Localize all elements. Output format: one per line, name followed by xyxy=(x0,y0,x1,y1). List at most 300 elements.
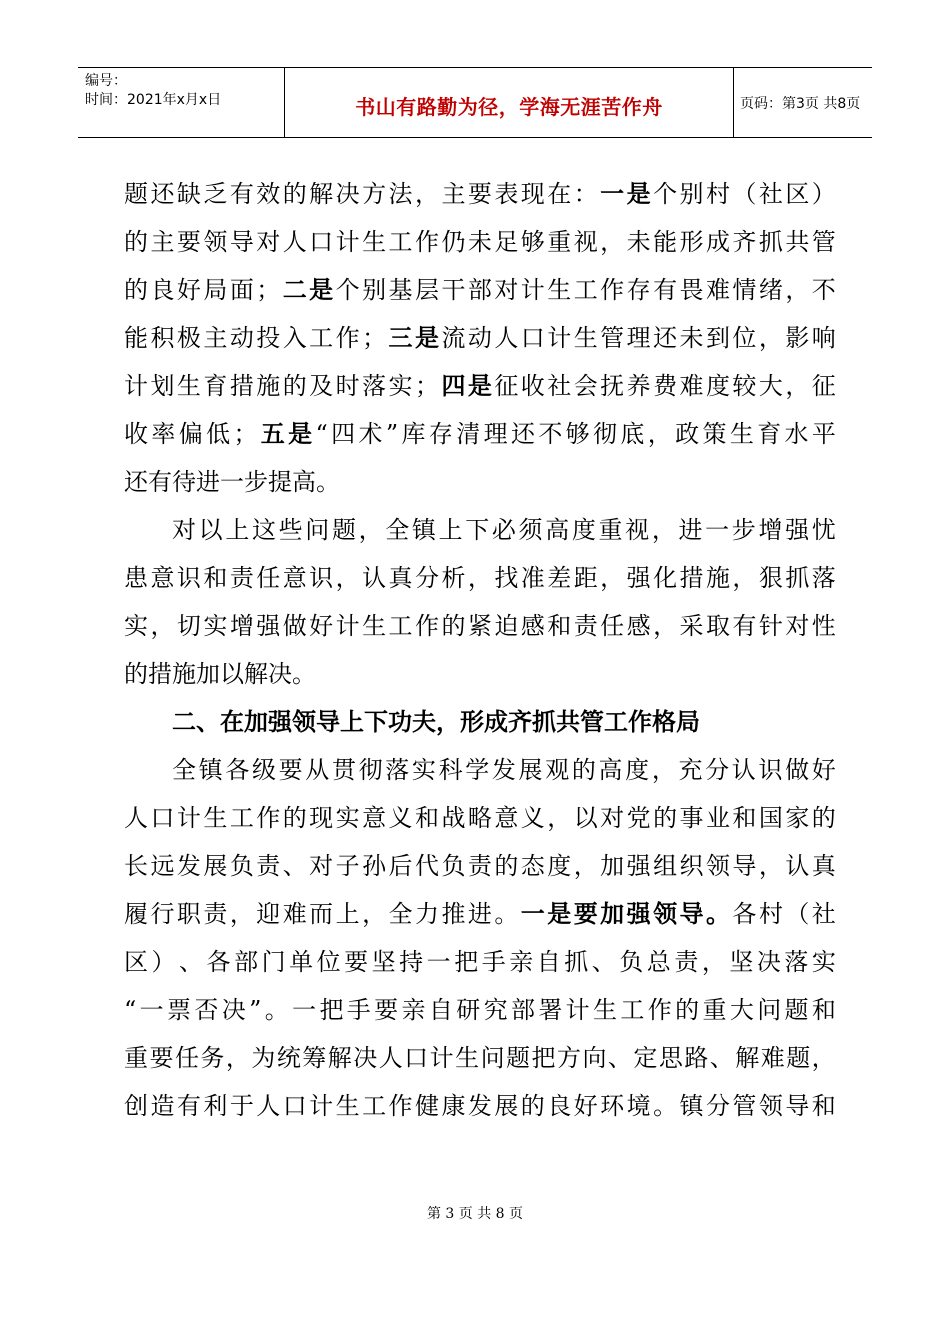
char: ： xyxy=(573,180,598,208)
char: 亲 xyxy=(509,948,534,976)
section-heading xyxy=(124,698,836,746)
char: 领 xyxy=(705,852,730,880)
char: 共 xyxy=(785,228,810,256)
char: 理 xyxy=(483,420,508,448)
char: 强 xyxy=(626,852,651,880)
bold-char: 二 xyxy=(282,276,307,304)
char: 的 xyxy=(282,180,307,208)
char: 解 xyxy=(309,180,334,208)
char: 难 xyxy=(705,276,730,304)
char: 推 xyxy=(441,900,466,928)
char: ， xyxy=(573,852,598,880)
char: 性 xyxy=(811,612,836,640)
char: 意 xyxy=(494,804,519,832)
char: 必 xyxy=(491,516,516,544)
char: 解 xyxy=(735,1044,760,1072)
char: 后 xyxy=(388,852,413,880)
char: 育 xyxy=(203,372,228,400)
char: 思 xyxy=(658,1044,683,1072)
char: 事 xyxy=(679,804,704,832)
char: 这 xyxy=(251,516,276,544)
text-line xyxy=(124,1034,836,1082)
char: ， xyxy=(811,1044,836,1072)
char: 对 xyxy=(172,516,196,544)
char: 层 xyxy=(414,276,439,304)
char: 真 xyxy=(811,852,836,880)
char: 发 xyxy=(491,756,516,784)
char: 党 xyxy=(626,804,651,832)
char: 偏 xyxy=(178,420,203,448)
char: 施 xyxy=(256,372,281,400)
char: 坚 xyxy=(729,948,754,976)
document-body xyxy=(124,170,836,1130)
char: 任 xyxy=(600,612,625,640)
char: 策 xyxy=(702,420,727,448)
char: 强 xyxy=(256,612,281,640)
char: 题 xyxy=(124,180,148,208)
header-table xyxy=(78,67,872,138)
char: 实 xyxy=(411,756,436,784)
bold-char: 导 xyxy=(679,900,704,928)
text-line xyxy=(124,362,836,410)
char: 施 xyxy=(705,564,730,592)
char: 长 xyxy=(124,852,148,880)
char: 要 xyxy=(344,948,369,976)
page-footer: 第 3 页 共 8 页 xyxy=(426,1206,524,1222)
char: 对 xyxy=(309,852,334,880)
char: 和 xyxy=(547,612,572,640)
char: 做 xyxy=(785,756,810,784)
char: 的 xyxy=(520,1092,545,1120)
char: 职 xyxy=(176,900,201,928)
char: 。 xyxy=(494,900,519,928)
char: 要 xyxy=(176,228,201,256)
char: 仍 xyxy=(441,228,466,256)
char: 生 xyxy=(729,420,754,448)
char: 责 xyxy=(573,612,598,640)
char: 感 xyxy=(626,612,651,640)
char: 计 xyxy=(335,612,360,640)
char: 狠 xyxy=(758,564,783,592)
char: 组 xyxy=(653,852,678,880)
char: 识 xyxy=(176,564,201,592)
char: 计 xyxy=(520,276,545,304)
char: 利 xyxy=(203,1092,228,1120)
char: 态 xyxy=(520,852,545,880)
char: 责 xyxy=(467,852,492,880)
char: 全 xyxy=(172,756,196,784)
char: 足 xyxy=(494,228,519,256)
char: 题 xyxy=(331,516,356,544)
char: 落 xyxy=(784,948,809,976)
char: 取 xyxy=(705,612,730,640)
text-line xyxy=(124,170,836,218)
char: 要 xyxy=(374,996,399,1024)
char: 的 xyxy=(653,804,678,832)
text-line xyxy=(124,986,836,1034)
char: 难 xyxy=(282,900,307,928)
char: 主 xyxy=(203,324,228,352)
char: 未 xyxy=(626,228,651,256)
char: 迫 xyxy=(494,612,519,640)
char: 展 xyxy=(203,852,228,880)
header-page-label: 页码：第3页 共8页 xyxy=(740,96,861,112)
char: 的 xyxy=(675,996,700,1024)
bold-char: 一 xyxy=(520,900,545,928)
char: 把 xyxy=(531,1044,556,1072)
char: 的 xyxy=(282,372,307,400)
char: 低 xyxy=(206,420,231,448)
text-line xyxy=(124,266,836,314)
char: 度 xyxy=(547,852,572,880)
header-page-cell xyxy=(733,68,872,137)
char: 坚 xyxy=(371,948,396,976)
char: 要 xyxy=(149,1044,174,1072)
char: 乏 xyxy=(203,180,228,208)
char: 抚 xyxy=(600,372,625,400)
char: ； xyxy=(233,420,258,448)
char: 法 xyxy=(388,180,413,208)
char: 履 xyxy=(124,900,148,928)
char: 够 xyxy=(565,420,590,448)
char: 领 xyxy=(203,228,228,256)
char: 情 xyxy=(732,276,757,304)
char: 识 xyxy=(309,564,334,592)
text-run: 二、在加强领导上下功夫，形成齐抓共管工作格局 xyxy=(172,708,700,736)
char: 增 xyxy=(229,612,254,640)
char: 极 xyxy=(176,324,201,352)
char: 社 xyxy=(811,900,836,928)
char: 题 xyxy=(784,996,809,1024)
char: 切 xyxy=(176,612,201,640)
char: 意 xyxy=(150,564,175,592)
char: 单 xyxy=(289,948,314,976)
char: 各 xyxy=(206,948,231,976)
char: 视 xyxy=(573,228,598,256)
bold-char: 是 xyxy=(547,900,572,928)
char: 做 xyxy=(282,612,307,640)
char: 国 xyxy=(758,804,783,832)
char: 口 xyxy=(520,324,545,352)
char: 全 xyxy=(385,516,410,544)
char: 区 xyxy=(785,180,810,208)
char: 解 xyxy=(327,1044,352,1072)
char: 高 xyxy=(545,516,570,544)
char: 亲 xyxy=(401,996,426,1024)
char: 方 xyxy=(556,1044,581,1072)
char: 还 xyxy=(150,180,175,208)
char: 人 xyxy=(282,228,307,256)
char: 度 xyxy=(705,372,730,400)
char: 征 xyxy=(494,372,519,400)
char: 持 xyxy=(399,948,424,976)
char: ， xyxy=(229,900,254,928)
char: 康 xyxy=(441,1092,466,1120)
bold-char: 三 xyxy=(388,324,413,352)
char: 定 xyxy=(633,1044,658,1072)
char: 人 xyxy=(494,324,519,352)
char: 术 xyxy=(358,420,383,448)
text-line xyxy=(124,506,836,554)
char: 准 xyxy=(520,564,545,592)
char: 一 xyxy=(139,996,164,1024)
char: 生 xyxy=(203,804,228,832)
char: 底 xyxy=(620,420,645,448)
char: 在 xyxy=(547,180,572,208)
char: 现 xyxy=(309,804,334,832)
char: 负 xyxy=(441,852,466,880)
char: 收 xyxy=(124,420,148,448)
char: 作 xyxy=(647,996,672,1024)
char: 有 xyxy=(732,612,757,640)
char: 义 xyxy=(388,804,413,832)
char: 存 xyxy=(428,420,453,448)
char: 为 xyxy=(251,1044,276,1072)
char: 认 xyxy=(362,564,387,592)
char: 进 xyxy=(467,900,492,928)
char: 导 xyxy=(732,852,757,880)
char: 自 xyxy=(428,996,453,1024)
char: 主 xyxy=(441,180,466,208)
char: 政 xyxy=(675,420,700,448)
char: 要 xyxy=(278,756,303,784)
char: 票 xyxy=(167,996,191,1024)
char: 把 xyxy=(454,948,479,976)
char: 。 xyxy=(653,1092,678,1120)
char: 措 xyxy=(679,564,704,592)
char: 入 xyxy=(282,324,307,352)
header-motto-cell xyxy=(284,68,734,137)
text-line xyxy=(124,650,836,698)
bold-char: 四 xyxy=(441,372,466,400)
char: 上 xyxy=(335,900,360,928)
char: 生 xyxy=(547,276,572,304)
bold-char: 是 xyxy=(414,324,439,352)
char: 村 xyxy=(705,180,730,208)
char: （ xyxy=(732,180,757,208)
char: 效 xyxy=(256,180,281,208)
char: 口 xyxy=(404,1044,429,1072)
char: 度 xyxy=(625,756,650,784)
char: 、 xyxy=(591,948,616,976)
char: ， xyxy=(414,180,439,208)
char: ， xyxy=(362,900,387,928)
document-number-label: 编号： xyxy=(85,73,127,89)
char: 和 xyxy=(414,804,439,832)
char: 村 xyxy=(758,900,783,928)
char: 作 xyxy=(414,228,439,256)
char: 的 xyxy=(441,612,466,640)
char: 落 xyxy=(385,756,410,784)
text-line xyxy=(124,410,836,458)
bold-char: 要 xyxy=(573,900,598,928)
char: 的 xyxy=(282,804,307,832)
char: 识 xyxy=(758,756,783,784)
char: 管 xyxy=(600,324,625,352)
char: “ xyxy=(315,420,328,448)
char: 工 xyxy=(620,996,645,1024)
char: 手 xyxy=(346,996,371,1024)
char: 一 xyxy=(426,948,451,976)
char: 手 xyxy=(481,948,506,976)
char: 人 xyxy=(256,1092,281,1120)
bold-char: 是 xyxy=(309,276,334,304)
char: 对 xyxy=(600,804,625,832)
char: 生 xyxy=(455,1044,480,1072)
char: 统 xyxy=(276,1044,301,1072)
char: 环 xyxy=(600,1092,625,1120)
text-line xyxy=(124,314,836,362)
char: 计 xyxy=(124,372,148,400)
char: 家 xyxy=(785,804,810,832)
text-run: 还有待进一步提高。 xyxy=(124,468,340,496)
char: 以 xyxy=(573,804,598,832)
char: 有 xyxy=(176,1092,201,1120)
char: 到 xyxy=(705,324,730,352)
char: 费 xyxy=(653,372,678,400)
char: 镇 xyxy=(411,516,436,544)
text-line xyxy=(124,746,836,794)
text-line xyxy=(124,890,836,938)
char: 彻 xyxy=(593,420,618,448)
char: ， xyxy=(547,804,572,832)
char: 一 xyxy=(292,996,317,1024)
char: 平 xyxy=(811,420,836,448)
char: 门 xyxy=(261,948,286,976)
char: 理 xyxy=(626,324,651,352)
char: 略 xyxy=(467,804,492,832)
char: 业 xyxy=(705,804,730,832)
char: 不 xyxy=(811,276,836,304)
char: 究 xyxy=(483,996,508,1024)
char: 一 xyxy=(705,516,730,544)
bold-char: 。 xyxy=(705,900,730,928)
char: 缺 xyxy=(176,180,201,208)
char: 动 xyxy=(229,324,254,352)
char: 生 xyxy=(573,324,598,352)
char: 学 xyxy=(465,756,490,784)
document-date-label: 时间：2021年x月x日 xyxy=(85,92,222,108)
char: 真 xyxy=(388,564,413,592)
char: 题 xyxy=(506,1044,531,1072)
char: 难 xyxy=(679,372,704,400)
char: 齐 xyxy=(732,228,757,256)
char: ， xyxy=(758,852,783,880)
char: 、 xyxy=(607,1044,632,1072)
char: 行 xyxy=(150,900,175,928)
char: “ xyxy=(124,996,137,1024)
char: 抓 xyxy=(785,564,810,592)
char: 充 xyxy=(678,756,703,784)
char: 分 xyxy=(414,564,439,592)
char: ” xyxy=(385,420,399,448)
char: ， xyxy=(653,612,678,640)
bold-char: 是 xyxy=(626,180,651,208)
text-run: 的措施加以解决。 xyxy=(124,660,316,688)
char: 作 xyxy=(388,1092,413,1120)
char: 率 xyxy=(151,420,176,448)
char: 认 xyxy=(785,852,810,880)
char: 不 xyxy=(538,420,563,448)
char: 高 xyxy=(598,756,623,784)
char: 研 xyxy=(456,996,481,1024)
char: 措 xyxy=(229,372,254,400)
char: 存 xyxy=(626,276,651,304)
char: 人 xyxy=(124,804,148,832)
char: 响 xyxy=(811,324,836,352)
bold-char: 是 xyxy=(288,420,313,448)
char: 患 xyxy=(124,564,148,592)
char: 强 xyxy=(785,516,810,544)
char: 力 xyxy=(414,900,439,928)
char: 别 xyxy=(679,180,704,208)
char: 生 xyxy=(176,372,201,400)
char: 形 xyxy=(679,228,704,256)
char: 生 xyxy=(362,612,387,640)
char: 的 xyxy=(494,852,519,880)
char: 发 xyxy=(467,1092,492,1120)
char: 大 xyxy=(758,372,783,400)
char: 责 xyxy=(203,900,228,928)
char: 把 xyxy=(319,996,344,1024)
char: 总 xyxy=(646,948,671,976)
char: 感 xyxy=(520,612,545,640)
char: 绪 xyxy=(758,276,783,304)
char: 、 xyxy=(282,852,307,880)
char: 位 xyxy=(732,324,757,352)
char: 的 xyxy=(124,228,148,256)
char: 造 xyxy=(150,1092,175,1120)
char: 未 xyxy=(467,228,492,256)
char: 难 xyxy=(760,1044,785,1072)
char: 计 xyxy=(429,1044,454,1072)
char: 上 xyxy=(438,516,463,544)
char: 彻 xyxy=(358,756,383,784)
char: （ xyxy=(785,900,810,928)
char: 化 xyxy=(653,564,678,592)
char: 须 xyxy=(518,516,543,544)
char: 对 xyxy=(785,612,810,640)
char: ， xyxy=(785,276,810,304)
char: 作 xyxy=(335,324,360,352)
char: 意 xyxy=(282,564,307,592)
char: 自 xyxy=(536,948,561,976)
char: ） xyxy=(811,180,836,208)
char: 方 xyxy=(362,180,387,208)
char: 责 xyxy=(229,564,254,592)
char: 负 xyxy=(229,852,254,880)
char: 实 xyxy=(811,948,836,976)
char: 好 xyxy=(176,276,201,304)
char: 够 xyxy=(520,228,545,256)
char: 别 xyxy=(362,276,387,304)
char: ， xyxy=(651,516,676,544)
char: 、 xyxy=(179,948,204,976)
char: 部 xyxy=(234,948,259,976)
char: ， xyxy=(758,324,783,352)
char: 主 xyxy=(150,228,175,256)
char: 和 xyxy=(811,1092,836,1120)
char: 务 xyxy=(200,1044,225,1072)
char: 紧 xyxy=(467,612,492,640)
char: 作 xyxy=(414,612,439,640)
char: 还 xyxy=(653,324,678,352)
char: 责 xyxy=(674,948,699,976)
char: 问 xyxy=(305,516,330,544)
char: ， xyxy=(225,1044,250,1072)
char: 上 xyxy=(225,516,250,544)
char: 展 xyxy=(518,756,543,784)
